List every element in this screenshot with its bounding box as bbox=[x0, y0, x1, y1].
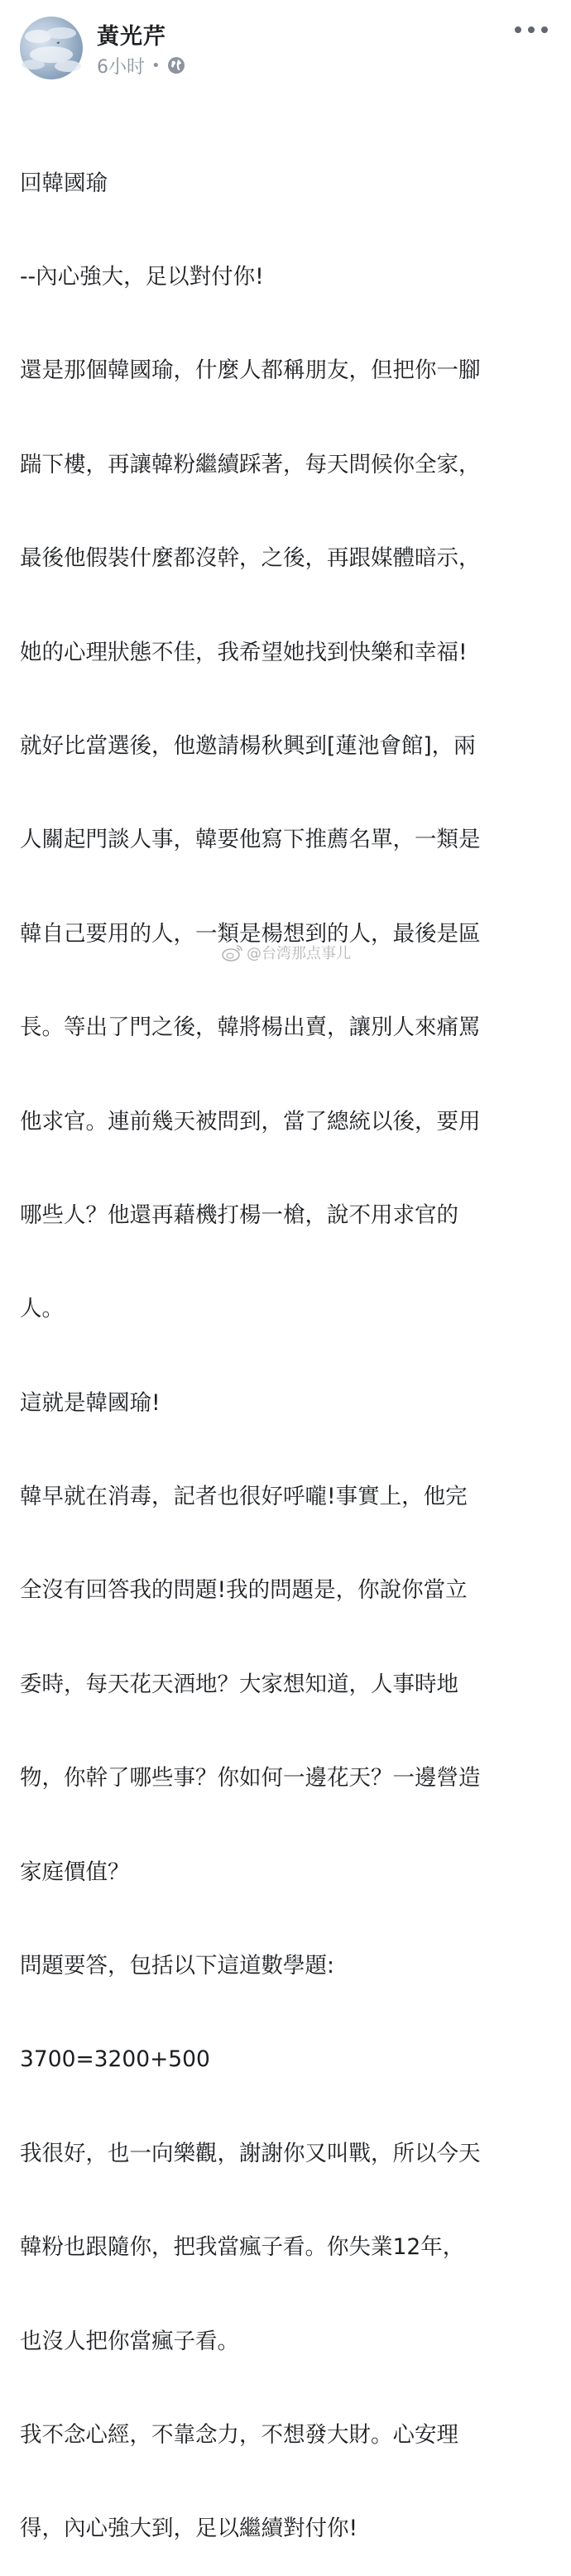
post-line: 就好比當選後，他邀請楊秋興到[蓮池會館]，兩 bbox=[20, 732, 476, 759]
post-line: 我不念心經，不靠念力，不想發大財。心安理 bbox=[20, 2421, 458, 2448]
globe-icon bbox=[167, 56, 185, 74]
post-line: 全沒有回答我的問題!我的問題是，你說你當立 bbox=[20, 1577, 468, 1604]
more-dots-icon bbox=[541, 26, 548, 33]
post-line: 還是那個韓國瑜，什麼人都稱朋友，但把你一腳 bbox=[20, 357, 481, 384]
post-line: 她的心理狀態不佳，我希望她找到快樂和幸福! bbox=[20, 639, 468, 665]
post-line: 哪些人？他還再藉機打楊一槍，說不用求官的 bbox=[20, 1202, 458, 1228]
post-meta bbox=[97, 53, 185, 78]
post-line: 這就是韓國瑜! bbox=[20, 1389, 161, 1416]
meta-separator: • bbox=[151, 56, 161, 74]
post-text bbox=[20, 105, 558, 2576]
post-line: 得，內心強大到，足以繼續對付你! bbox=[20, 2516, 358, 2542]
watermark bbox=[222, 942, 351, 963]
post-timestamp[interactable]: 6小时 bbox=[97, 56, 145, 78]
post-line: 回韓國瑜 bbox=[20, 170, 108, 196]
post-line: 我很好，也一向樂觀，謝謝你又叫戰，所以今天 bbox=[20, 2140, 481, 2166]
author-name[interactable]: 黃光芹 bbox=[97, 24, 166, 50]
post-line: 家庭價值？ bbox=[20, 1859, 130, 1885]
post-line: 也沒人把你當瘋子看。 bbox=[20, 2328, 239, 2354]
post-line: --內心強大，足以對付你! bbox=[20, 263, 264, 290]
post-header bbox=[0, 0, 571, 91]
watermark-text: @台湾那点事儿 bbox=[247, 945, 351, 962]
post-line: 長。等出了門之後，韓將楊出賣，讓別人來痛罵 bbox=[20, 1015, 481, 1041]
avatar[interactable] bbox=[20, 17, 83, 79]
post-line: 人關起門談人事，韓要他寫下推薦名單，一類是 bbox=[20, 827, 481, 853]
more-options-button[interactable] bbox=[515, 20, 548, 40]
post-line: 人。 bbox=[20, 1296, 64, 1322]
post-line: 踹下樓，再讓韓粉繼續踩著，每天問候你全家， bbox=[20, 451, 481, 477]
post-line: 物，你幹了哪些事？你如何一邊花天？一邊營造 bbox=[20, 1765, 481, 1792]
more-dots-icon bbox=[528, 26, 535, 33]
post-line: 韓粉也跟隨你，把我當瘋子看。你失業12年， bbox=[20, 2234, 465, 2261]
post-line: 韓自己要用的人，一類是楊想到的人，最後是區 bbox=[20, 920, 481, 947]
post-line: 問題要答，包括以下這道數學題: bbox=[20, 1953, 334, 1979]
post-line: 韓早就在消毒，記者也很好呼嚨!事實上，他完 bbox=[20, 1484, 468, 1510]
post-line: 最後他假裝什麼都沒幹，之後，再跟媒體暗示， bbox=[20, 545, 481, 572]
weibo-icon bbox=[222, 943, 243, 962]
post-line: 3700=3200+500 bbox=[20, 2046, 210, 2073]
post-line: 他求官。連前幾天被問到，當了總統以後，要用 bbox=[20, 1108, 481, 1134]
post-line: 委時，每天花天酒地？大家想知道，人事時地 bbox=[20, 1671, 458, 1697]
more-dots-icon bbox=[515, 26, 521, 33]
